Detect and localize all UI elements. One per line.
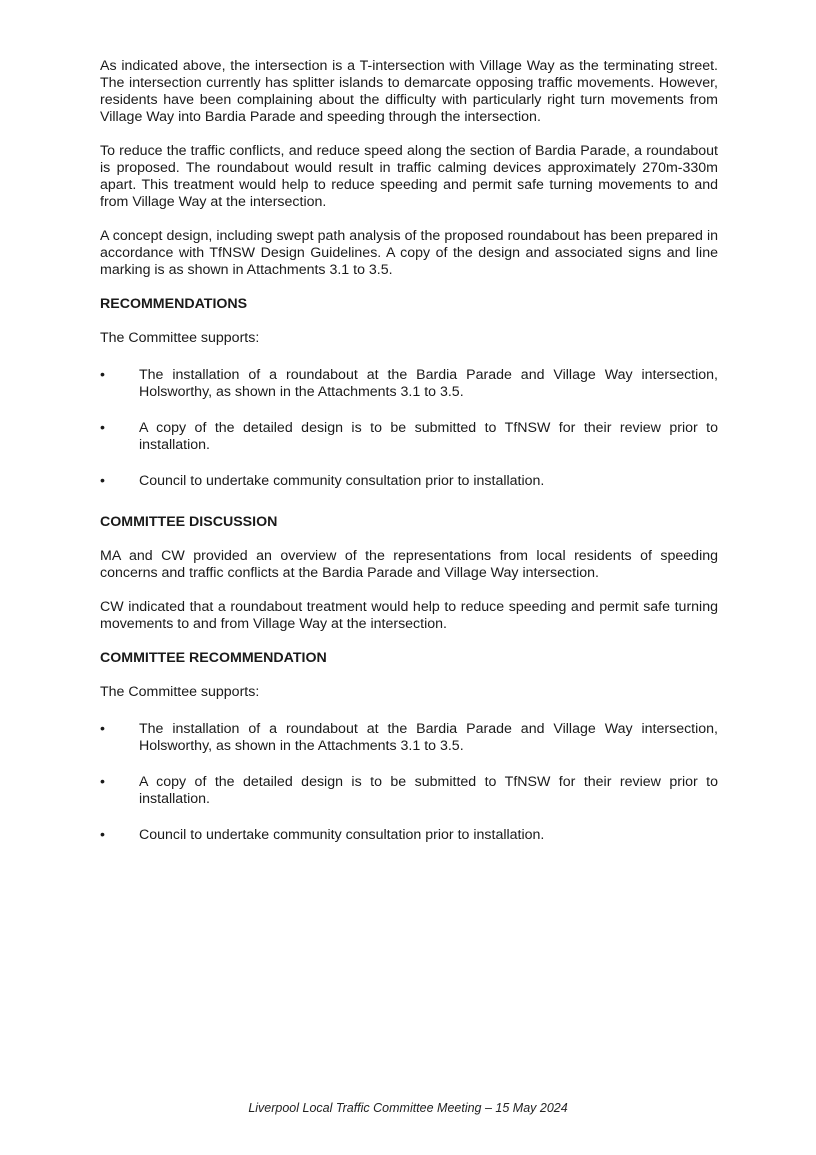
bullet-icon: • xyxy=(100,827,105,843)
list-item-text: Council to undertake community consultation prior to installation. xyxy=(139,473,545,489)
committee-recommendation-list xyxy=(100,721,718,844)
list-item xyxy=(100,774,718,808)
list-item-text: A copy of the detailed design is to be submitted to TfNSW for their review prior to installation. xyxy=(139,420,718,453)
recommendations-heading: RECOMMENDATIONS xyxy=(100,296,248,312)
recommendations-list xyxy=(100,367,718,490)
recommendations-intro: The Committee supports: xyxy=(100,330,260,346)
list-item xyxy=(100,721,718,755)
discussion-paragraph-1: MA and CW provided an overview of the representations from local residents of speeding concerns and traffic conflicts at the Bardia Parade and Village Way intersection. xyxy=(100,548,718,581)
discussion-paragraph-2: CW indicated that a roundabout treatment would help to reduce speeding and permit safe turning movements to and from Village Way at the intersection. xyxy=(100,599,718,632)
list-item xyxy=(100,473,718,490)
document-page xyxy=(100,58,718,864)
bullet-icon: • xyxy=(100,774,105,790)
intro-paragraph-3: A concept design, including swept path analysis of the proposed roundabout has been prepared in accordance with TfNSW Design Guidelines. A copy of the design and associated signs and line marking is as shown in Attachments 3.1 to 3.5. xyxy=(100,228,718,278)
bullet-icon: • xyxy=(100,420,105,436)
list-item-text: The installation of a roundabout at the Bardia Parade and Village Way intersection, Holsworthy, as shown in the Attachments 3.1 to 3.5. xyxy=(139,721,718,754)
bullet-icon: • xyxy=(100,721,105,737)
list-item xyxy=(100,827,718,844)
bullet-icon: • xyxy=(100,367,105,383)
page-footer: Liverpool Local Traffic Committee Meeting – 15 May 2024 xyxy=(248,1101,568,1115)
intro-paragraph-2: To reduce the traffic conflicts, and reduce speed along the section of Bardia Parade, a roundabout is proposed. The roundabout would result in traffic calming devices approximately 270m-330m apart. This treatment would help to reduce speeding and permit safe turning movements to and from Village Way at the intersection. xyxy=(100,143,718,210)
committee-recommendation-heading: COMMITTEE RECOMMENDATION xyxy=(100,650,327,666)
committee-discussion-heading: COMMITTEE DISCUSSION xyxy=(100,514,278,530)
list-item xyxy=(100,367,718,401)
list-item xyxy=(100,420,718,454)
intro-paragraph-1: As indicated above, the intersection is a T-intersection with Village Way as the terminating street. The intersection currently has splitter islands to demarcate opposing traffic movements. However, residents have been complaining about the difficulty with particularly right turn movements from Village Way into Bardia Parade and speeding through the intersection. xyxy=(100,58,718,125)
bullet-icon: • xyxy=(100,473,105,489)
list-item-text: A copy of the detailed design is to be submitted to TfNSW for their review prior to installation. xyxy=(139,774,718,807)
list-item-text: The installation of a roundabout at the Bardia Parade and Village Way intersection, Holsworthy, as shown in the Attachments 3.1 to 3.5. xyxy=(139,367,718,400)
list-item-text: Council to undertake community consultation prior to installation. xyxy=(139,827,545,843)
committee-recommendation-intro: The Committee supports: xyxy=(100,684,260,700)
